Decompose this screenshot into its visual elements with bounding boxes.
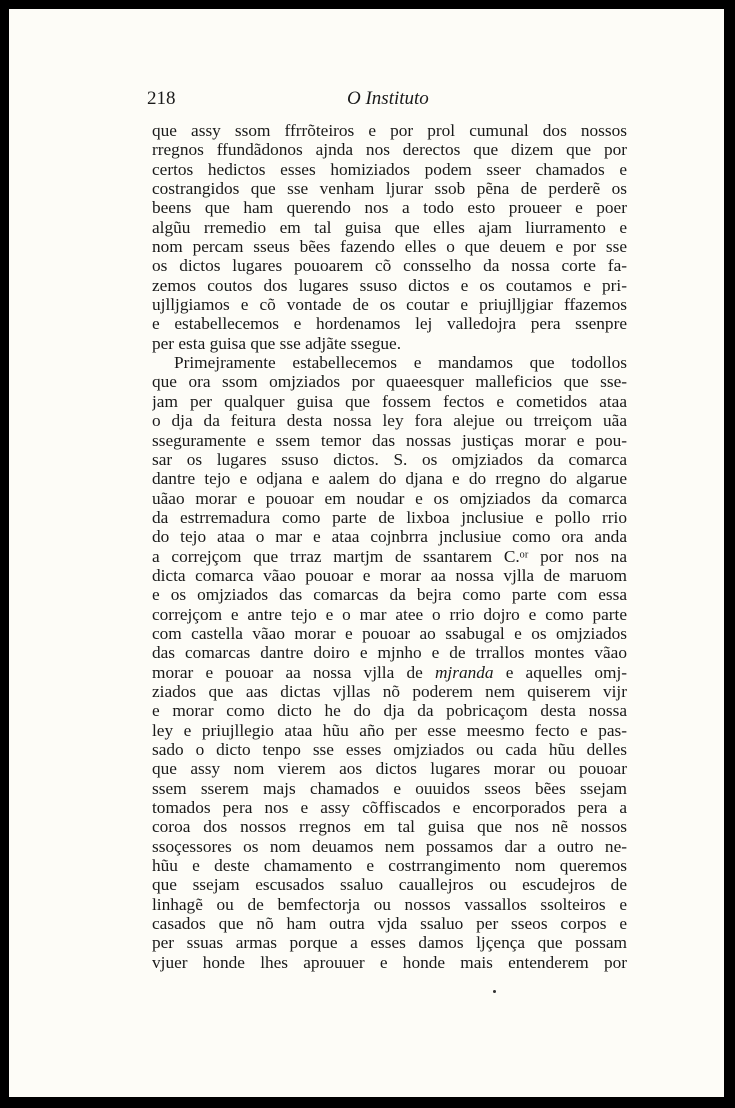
text-line: hũu e deste chamamento e costrrangimento nom queremos	[152, 856, 627, 876]
text-line: nom percam sseus bẽes fazendo elles o que deuem e por sse	[152, 237, 627, 257]
text-line: da estrremadura como parte de lixboa jnclusiue e pollo rrio	[152, 507, 627, 527]
text-line: per ssuas armas porque a esses damos ljçença que possam	[152, 933, 627, 953]
text-line: coroa dos nossos rregnos em tal guisa que nos nẽ nossos	[152, 817, 627, 837]
ink-speck	[493, 990, 496, 993]
text-line: ujlljgiamos e cõ vontade de os coutar e priujlljgiar ffazemos	[152, 295, 627, 315]
text-line: os dictos lugares pouoarem cõ consselho da nossa corte fa-	[152, 256, 627, 276]
text-line: uãao morar e pouoar em noudar e os omjziados da comarca	[152, 488, 627, 508]
text-line: que ssejam escusados ssaluo cauallejros ou escudejros de	[152, 875, 627, 895]
text-line: o dja da feitura desta nossa ley fora alejue ou trreiçom uãa	[152, 411, 627, 431]
text-line: algũu rremedio em tal guisa que elles ajam liurramento e	[152, 217, 627, 237]
text-line: dantre tejo e odjana e aalem do djana e do rregno do algarue	[152, 469, 627, 489]
text-line: do tejo ataa o mar e ataa cojnbrra jnclusiue como ora anda	[152, 527, 627, 547]
text-line: costrangidos que sse venham ljurar ssob pẽna de perderẽ os	[152, 179, 627, 199]
text-line: e estabellecemos e hordenamos lej valledojra pera ssenpre	[152, 314, 627, 334]
text-line: ssem sserem majs chamados e ouuidos sseos bẽes ssejam	[152, 778, 627, 798]
text-line: linhagẽ ou de bemfectorja ou nossos vassallos ssolteiros e	[152, 894, 627, 914]
text-line: que ora ssom omjziados por quaeesquer malleficios que sse-	[152, 372, 627, 392]
text-line	[152, 663, 627, 682]
running-title: O Instituto	[347, 88, 429, 109]
text-line: correjçom e antre tejo e o mar atee o rrio dojro e como parte	[152, 604, 627, 624]
text-line: sado o dicto tenpo sse esses omjziados ou cada hũu delles	[152, 740, 627, 759]
text-line: e morar como dicto he do dja da pobricaçom desta nossa	[152, 701, 627, 721]
text-segment: e aquelles omj-	[493, 662, 627, 682]
text-line: per esta guisa que sse adjãte ssegue.	[152, 333, 402, 353]
page-header	[147, 86, 617, 112]
text-line: ssoçessores os nom deuamos nem possamos dar a outro ne-	[152, 836, 627, 856]
text-line: e os omjziados das comarcas da bejra como parte com essa	[152, 585, 627, 605]
text-line: dicta comarca vãao pouoar e morar aa nossa vjlla de maruom	[152, 565, 627, 585]
text-line: que assy ssom ffrrõteiros e por prol cumunal dos nossos	[152, 121, 627, 140]
text-line: Primejramente estabellecemos e mandamos que todollos	[174, 353, 627, 373]
text-line: jam per qualquer guisa que fossem fectos e cometidos ataa	[152, 391, 627, 411]
text-line: beens que ham querendo nos a todo esto proueer e poer	[152, 198, 627, 218]
text-line: das comarcas dantre doiro e mjnho e de trrallos montes vãao	[152, 643, 627, 663]
text-line: rregnos ffundãdonos ajnda nos derectos que dizem que por	[152, 140, 627, 160]
page	[9, 9, 724, 1097]
text-line: sseguramente e ssem temor das nossas justiças morar e pou-	[152, 430, 627, 450]
text-line: zemos coutos dos lugares ssuso dictos e os coutamos e pri-	[152, 275, 627, 295]
text-line: sar os lugares ssuso dictos. S. os omjziados da comarca	[152, 449, 627, 469]
text-line: ziados que aas dictas vjllas nõ poderem nem quiserem vijr	[152, 681, 627, 701]
text-line: tomados pera nos e assy cõffiscados e encorporados pera a	[152, 798, 627, 818]
text-line: ley e priujllegio ataa hũu año per esse meesmo fecto e pas-	[152, 720, 627, 740]
italic-place-name: mjranda	[434, 662, 494, 682]
body-text	[152, 121, 627, 972]
text-line: com castella vãao morar e pouoar ao ssabugal e os omjziados	[152, 623, 627, 643]
page-number: 218	[147, 88, 176, 109]
text-line: a correjçom que trraz martjm de ssantarem C.ᵒʳ por nos na	[152, 546, 627, 566]
text-line: vjuer honde lhes aprouuer e honde mais entenderem por	[152, 952, 627, 972]
text-line: que assy nom vierem aos dictos lugares morar ou pouoar	[152, 759, 627, 779]
text-line: certos hedictos esses homiziados podem sseer chamados e	[152, 159, 627, 179]
text-line: casados que nõ ham outra vjda ssaluo per sseos corpos e	[152, 914, 627, 934]
text-segment: morar e pouoar aa nossa vjlla de	[152, 662, 435, 682]
